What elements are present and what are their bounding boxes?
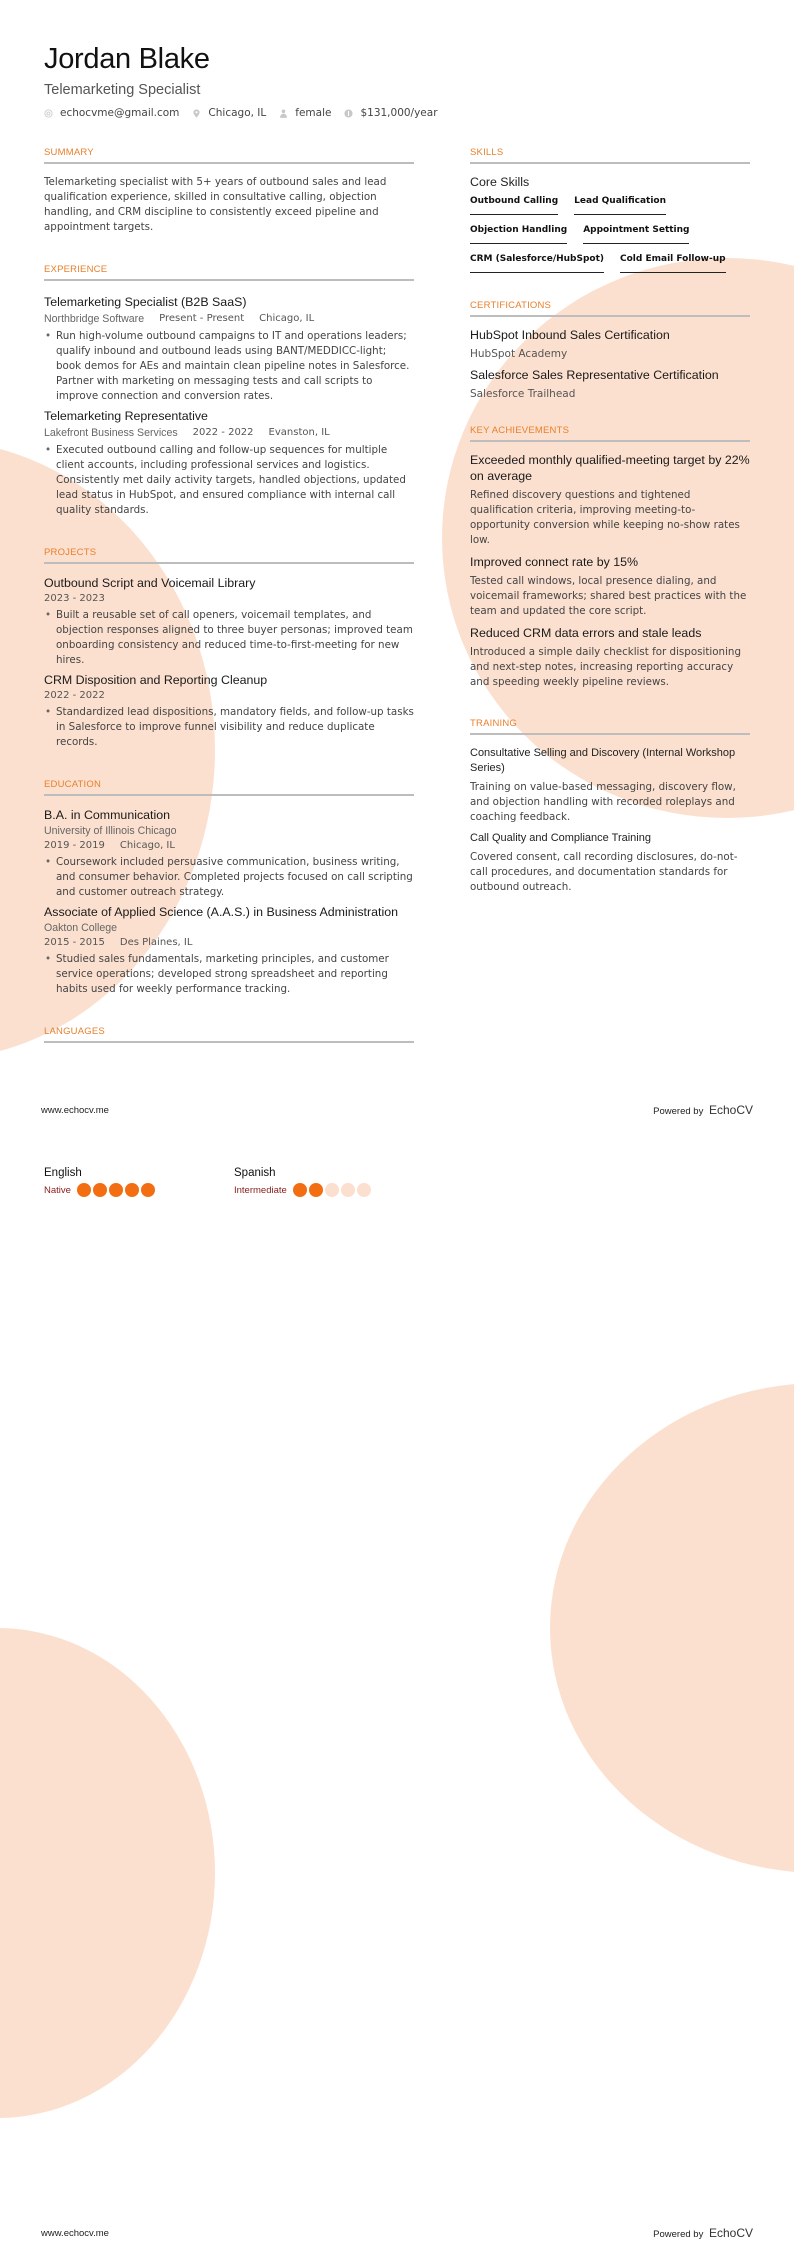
certification-issuer: HubSpot Academy bbox=[470, 348, 568, 360]
skills-list bbox=[470, 195, 750, 282]
project-title: CRM Disposition and Reporting Cleanup bbox=[44, 673, 268, 687]
contact-location bbox=[192, 107, 266, 119]
project-item bbox=[44, 672, 414, 750]
right-column bbox=[470, 147, 750, 901]
education-section bbox=[44, 779, 414, 997]
location-text: Chicago, IL bbox=[208, 107, 267, 119]
powered-by-label: Powered by bbox=[653, 1106, 704, 1117]
resume-header bbox=[44, 44, 451, 119]
candidate-name: Jordan Blake bbox=[44, 43, 210, 75]
certification-item bbox=[470, 367, 750, 401]
job-bullet: • Run high-volume outbound campaigns to IT and operations leaders; qualify inbound and outbound leads using BANT/MEDDICC-light; book demos for AEs and maintain clean pipeline notes in Salesforce. Partner with marketing on messaging tests and call scripts to improve connection and conversion rates. bbox=[44, 329, 414, 404]
job-dates: Present - Present bbox=[159, 313, 245, 324]
degree-title: B.A. in Communication bbox=[44, 808, 171, 822]
gender-text: female bbox=[295, 107, 332, 119]
job-meta bbox=[44, 312, 414, 326]
certification-name: HubSpot Inbound Sales Certification bbox=[470, 328, 670, 342]
rating-dots bbox=[293, 1183, 373, 1197]
project-item bbox=[44, 575, 414, 668]
section-heading: PROJECTS bbox=[44, 547, 97, 558]
languages-section bbox=[44, 1026, 414, 1043]
section-divider bbox=[44, 279, 414, 281]
degree-title: Associate of Applied Science (A.A.S.) in Business Administration bbox=[44, 905, 398, 919]
language-item bbox=[234, 1166, 424, 1197]
job-title: Telemarketing Specialist (B2B SaaS) bbox=[44, 295, 247, 309]
job-meta bbox=[44, 426, 414, 440]
skill-chip: CRM (Salesforce/HubSpot) bbox=[470, 253, 604, 273]
job-dates: 2022 - 2022 bbox=[192, 427, 254, 438]
languages-list bbox=[44, 1166, 424, 1197]
skill-chip: Outbound Calling bbox=[470, 195, 558, 215]
skill-chip: Objection Handling bbox=[470, 224, 567, 244]
at-icon bbox=[44, 109, 53, 118]
project-bullets bbox=[44, 705, 414, 750]
training-description: Training on value-based messaging, discovery flow, and objection handling with recorded roleplays and coaching feedback. bbox=[470, 781, 736, 823]
school-name: Oakton College bbox=[44, 922, 118, 934]
education-bullets bbox=[44, 952, 414, 997]
certification-issuer: Salesforce Trailhead bbox=[470, 388, 576, 400]
rating-dot-filled bbox=[293, 1183, 307, 1197]
achievement-description: Refined discovery questions and tightened qualification criteria, improving meeting-to-opportunity conversion while keeping no-show rates low. bbox=[470, 489, 740, 546]
project-bullet: • Built a reusable set of call openers, voicemail templates, and objection responses aligned to three buyer personas; improved team onboarding consistency and reduced time-to-first-meeting for new hires. bbox=[44, 608, 414, 668]
achievement-description: Introduced a simple daily checklist for dispositioning and next-step notes, increasing reporting accuracy and speeding weekly pipeline reviews. bbox=[470, 646, 741, 688]
salary-icon bbox=[344, 109, 353, 118]
left-column bbox=[44, 147, 414, 1043]
language-name: English bbox=[44, 1167, 82, 1179]
rating-dot-filled bbox=[109, 1183, 123, 1197]
section-heading: TRAINING bbox=[470, 718, 517, 729]
job-bullets bbox=[44, 329, 414, 404]
project-bullet: • Standardized lead dispositions, mandatory fields, and follow-up tasks in Salesforce to improve funnel visibility and reduce duplicate records. bbox=[44, 705, 414, 750]
section-heading: EDUCATION bbox=[44, 779, 102, 790]
achievement-title: Exceeded monthly qualified-meeting target by 22% on average bbox=[470, 453, 750, 483]
experience-item bbox=[44, 408, 414, 518]
experience-section bbox=[44, 264, 414, 518]
achievement-title: Improved connect rate by 15% bbox=[470, 555, 639, 569]
company-name: Lakefront Business Services bbox=[44, 427, 178, 439]
training-title: Call Quality and Compliance Training bbox=[470, 832, 651, 844]
contact-email bbox=[44, 107, 179, 119]
decorative-circle bbox=[0, 1628, 215, 2118]
education-item bbox=[44, 807, 414, 900]
location-pin-icon bbox=[192, 109, 201, 118]
section-divider bbox=[44, 562, 414, 564]
achievement-title: Reduced CRM data errors and stale leads bbox=[470, 626, 702, 640]
project-title: Outbound Script and Voicemail Library bbox=[44, 576, 256, 590]
section-divider bbox=[44, 1041, 414, 1043]
education-bullet: • Studied sales fundamentals, marketing principles, and customer service operations; developed strong spreadsheet and reporting habits used for weekly performance tracking. bbox=[44, 952, 414, 997]
section-heading: LANGUAGES bbox=[44, 1026, 105, 1037]
job-bullets bbox=[44, 443, 414, 518]
education-location: Chicago, IL bbox=[119, 840, 175, 851]
language-level: Intermediate bbox=[234, 1184, 287, 1196]
projects-section bbox=[44, 547, 414, 750]
rating-dot-empty bbox=[325, 1183, 339, 1197]
language-level-row bbox=[44, 1183, 234, 1197]
page-footer bbox=[41, 1103, 753, 1117]
language-item bbox=[44, 1166, 234, 1197]
skills-section bbox=[470, 147, 750, 282]
training-description: Covered consent, call recording disclosures, do-not-call procedures, and documentation standards for outbound outreach. bbox=[470, 851, 738, 893]
summary-section bbox=[44, 147, 414, 235]
section-heading: CERTIFICATIONS bbox=[470, 300, 552, 311]
skills-group-title: Core Skills bbox=[470, 175, 530, 189]
contact-gender bbox=[279, 107, 331, 119]
language-level-row bbox=[234, 1183, 424, 1197]
achievement-description: Tested call windows, local presence dialing, and voicemail frameworks; shared best practices with the team and updated the core script. bbox=[470, 575, 747, 617]
salary-text: $131,000/year bbox=[360, 107, 438, 119]
education-dates: 2019 - 2019 bbox=[44, 840, 105, 851]
school-name-row bbox=[44, 824, 414, 838]
training-title: Consultative Selling and Discovery (Internal Workshop Series) bbox=[470, 747, 736, 774]
section-heading: KEY ACHIEVEMENTS bbox=[470, 425, 570, 436]
education-dates: 2015 - 2015 bbox=[44, 937, 105, 948]
section-divider bbox=[470, 440, 750, 442]
email-text: echocvme@gmail.com bbox=[60, 107, 180, 119]
rating-dots bbox=[77, 1183, 157, 1197]
education-location: Des Plaines, IL bbox=[119, 937, 193, 948]
contact-row bbox=[44, 107, 451, 119]
company-name: Northbridge Software bbox=[44, 313, 145, 325]
summary-text: Telemarketing specialist with 5+ years of outbound sales and lead qualification experience, skilled in consultative calling, objection handling, and CRM discipline to consistently exceed pipeline and appointment targets. bbox=[44, 176, 387, 233]
rating-dot-filled bbox=[309, 1183, 323, 1197]
brand-logo-text: EchoCV bbox=[708, 2226, 753, 2240]
skill-chip: Lead Qualification bbox=[574, 195, 666, 215]
certifications-section bbox=[470, 300, 750, 401]
section-divider bbox=[470, 162, 750, 164]
section-divider bbox=[470, 315, 750, 317]
education-bullets bbox=[44, 855, 414, 900]
rating-dot-filled bbox=[125, 1183, 139, 1197]
skill-chip: Appointment Setting bbox=[583, 224, 689, 244]
training-item bbox=[470, 746, 750, 825]
rating-dot-empty bbox=[341, 1183, 355, 1197]
achievements-section bbox=[470, 425, 750, 690]
achievement-item bbox=[470, 554, 750, 619]
job-title: Telemarketing Representative bbox=[44, 409, 208, 423]
rating-dot-filled bbox=[141, 1183, 155, 1197]
section-divider bbox=[470, 733, 750, 735]
language-name: Spanish bbox=[234, 1167, 276, 1179]
section-heading: SKILLS bbox=[470, 147, 504, 158]
school-name: University of Illinois Chicago bbox=[44, 825, 177, 837]
section-heading: EXPERIENCE bbox=[44, 264, 108, 275]
powered-by bbox=[653, 2226, 753, 2240]
rating-dot-empty bbox=[357, 1183, 371, 1197]
section-divider bbox=[44, 794, 414, 796]
footer-website-link[interactable]: www.echocv.me bbox=[41, 1104, 109, 1116]
achievement-item bbox=[470, 625, 750, 690]
experience-item bbox=[44, 294, 414, 404]
project-dates: 2022 - 2022 bbox=[44, 690, 105, 701]
achievement-item bbox=[470, 452, 750, 548]
education-meta bbox=[44, 936, 414, 950]
page-footer bbox=[41, 2226, 753, 2240]
training-section bbox=[470, 718, 750, 895]
brand-logo-text: EchoCV bbox=[708, 1103, 753, 1117]
education-bullet: • Coursework included persuasive communication, business writing, and consumer behavior. Completed projects focused on call scripting and customer outreach strategy. bbox=[44, 855, 414, 900]
education-meta bbox=[44, 839, 414, 853]
certification-item bbox=[470, 327, 750, 361]
job-location: Evanston, IL bbox=[268, 427, 330, 438]
section-heading: SUMMARY bbox=[44, 147, 94, 158]
contact-salary bbox=[344, 107, 437, 119]
person-icon bbox=[279, 109, 288, 118]
project-bullets bbox=[44, 608, 414, 668]
school-name-row bbox=[44, 921, 414, 935]
candidate-title: Telemarketing Specialist bbox=[44, 82, 201, 98]
job-bullet: • Executed outbound calling and follow-up sequences for multiple client accounts, including professional services and logistics. Consistently met daily activity targets, handled objections, updated lead status in HubSpot, and ensured compliance with internal call quality standards. bbox=[44, 443, 414, 518]
footer-website-link[interactable]: www.echocv.me bbox=[41, 2227, 109, 2239]
skill-chip: Cold Email Follow-up bbox=[620, 253, 726, 273]
rating-dot-filled bbox=[77, 1183, 91, 1197]
project-dates: 2023 - 2023 bbox=[44, 593, 105, 604]
section-divider bbox=[44, 162, 414, 164]
powered-by bbox=[653, 1103, 753, 1117]
certification-name: Salesforce Sales Representative Certification bbox=[470, 368, 719, 382]
rating-dot-filled bbox=[93, 1183, 107, 1197]
decorative-circle bbox=[550, 1383, 794, 1873]
job-location: Chicago, IL bbox=[259, 313, 315, 324]
language-level: Native bbox=[44, 1184, 71, 1196]
powered-by-label: Powered by bbox=[653, 2229, 704, 2240]
education-item bbox=[44, 904, 414, 997]
training-item bbox=[470, 831, 750, 895]
